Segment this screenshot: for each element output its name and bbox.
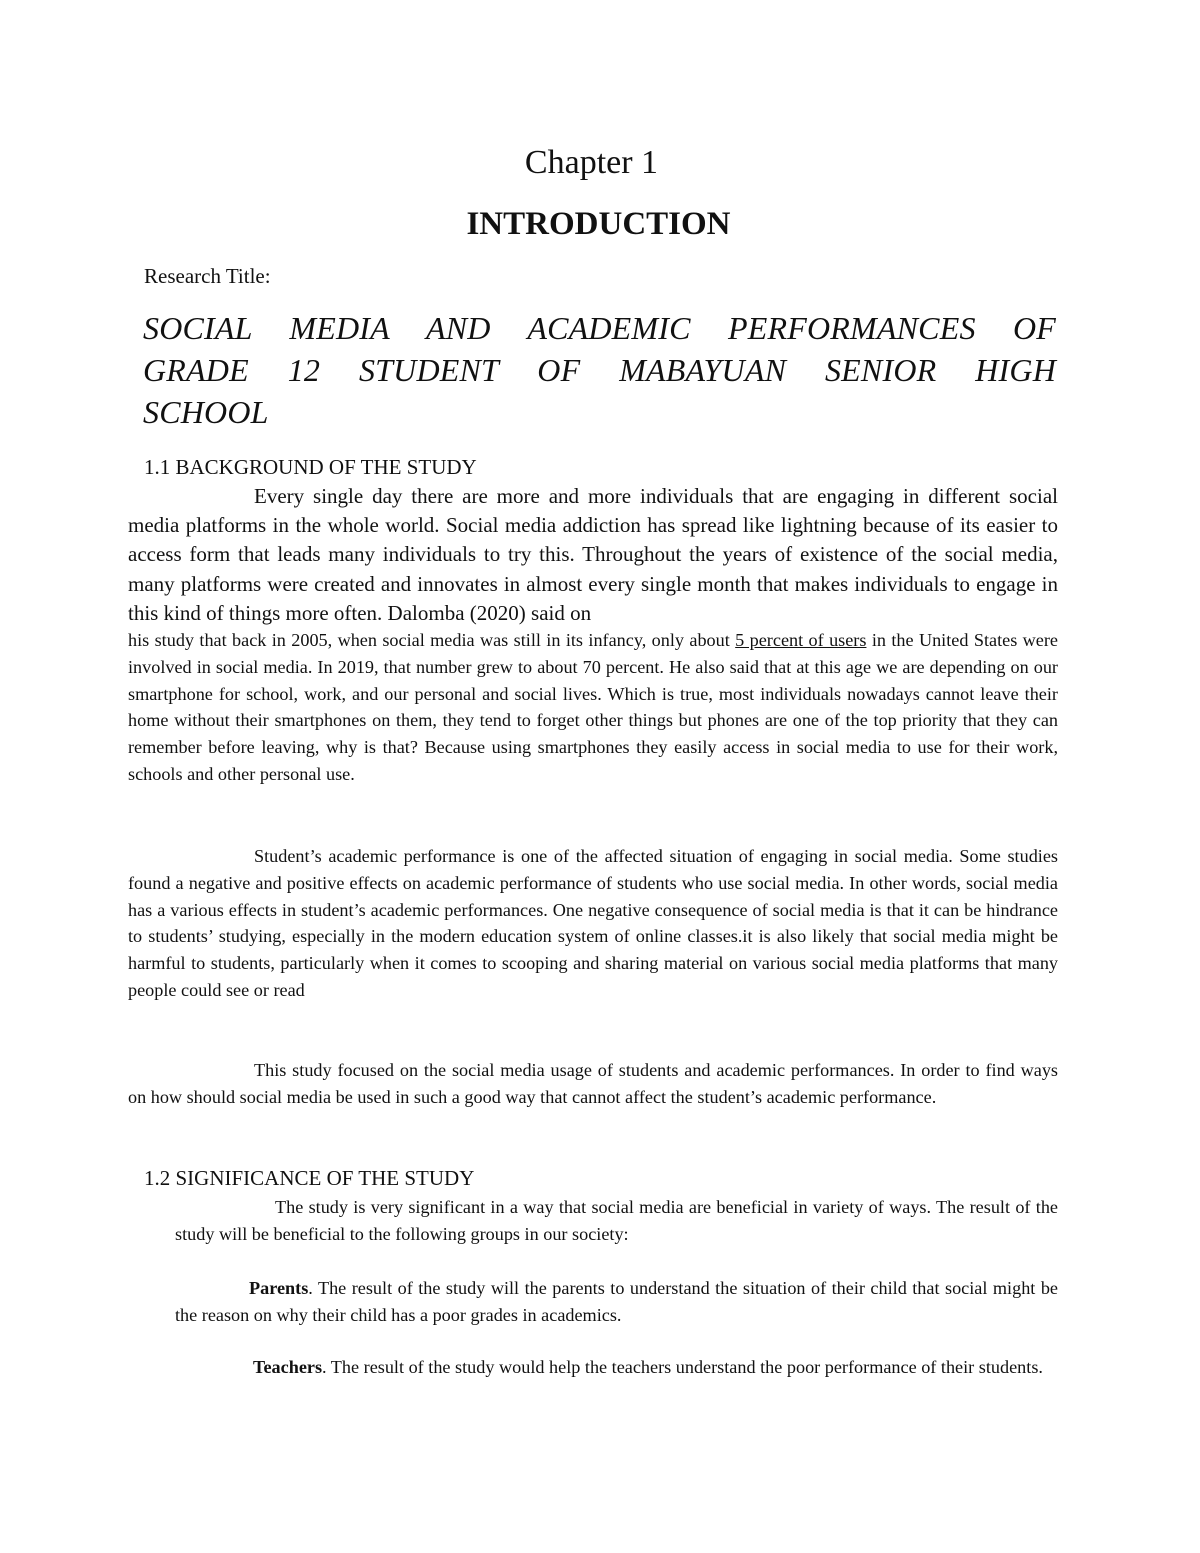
background-paragraph-3 (128, 1057, 1058, 1111)
parents-label: Parents (249, 1278, 309, 1298)
chapter-number: Chapter 1 (524, 144, 659, 181)
significance-intro (175, 1194, 1058, 1248)
background-p1-intro: Every single day there are more and more individuals that are engaging in different social media platforms in the whole world. Social media addiction has spread like lightning because of its easier to access form that leads many individuals to try this. Throughout the years of existence of the social media, many platforms were created and innovates in almost every single month that makes individuals to engage in this kind of things more often. Dalomba (2020) said on (128, 484, 1058, 625)
significance-teachers (175, 1354, 1058, 1381)
underlined-statistic: 5 percent of users (735, 630, 867, 650)
background-paragraph-2 (128, 843, 1058, 1004)
significance-intro-text: The study is very significant in a way that social media are beneficial in variety of ways. The result of the study will be beneficial to the following groups in our society: (175, 1197, 1058, 1244)
research-title-label: Research Title: (144, 264, 271, 288)
parents-text: . The result of the study will the parents to understand the situation of their child that social might be the reason on why their child has a poor grades in academics. (175, 1278, 1058, 1325)
background-p2-text: Student’s academic performance is one of the affected situation of engaging in social media. Some studies found a negative and positive effects on academic performance of students who use social media. In other words, social media has a various effects in student’s academic performances. One negative consequence of social media is that it can be hindrance to students’ studying, especially in the modern education system of online classes.it is also likely that social media might be harmful to students, particularly when it comes to scooping and sharing material on various social media platforms that many people could see or read (128, 846, 1058, 1000)
chapter-heading: INTRODUCTION (466, 206, 731, 242)
background-p1-after: in the United States were involved in social media. In 2019, that number grew to about 70 percent. He also said that at this age we are depending on our smartphone for school, work, and our personal and social lives. Which is true, most individuals nowadays cannot leave their home without their smartphones on them, they tend to forget other things but phones are one of the top priority that they can remember before leaving, why is that? Because using smartphones they easily access in social media to use for their work, schools and other personal use. (128, 630, 1058, 784)
research-title-line: GRADE 12 STUDENT OF MABAYUAN SENIOR HIGH (143, 352, 1056, 388)
teachers-text: . The result of the study would help the teachers understand the poor performance of their students. (322, 1357, 1043, 1377)
background-p3-text: This study focused on the social media usage of students and academic performances. In order to find ways on how should social media be used in such a good way that cannot affect the student’s academic performance. (128, 1060, 1058, 1107)
background-p1-before: his study that back in 2005, when social media was still in its infancy, only about (128, 630, 736, 650)
research-title-line: SCHOOL (143, 394, 269, 430)
research-title (143, 307, 1056, 433)
background-paragraph-1b (128, 627, 1058, 788)
teachers-label: Teachers (253, 1357, 323, 1377)
significance-parents (175, 1275, 1058, 1329)
research-title-line: SOCIAL MEDIA AND ACADEMIC PERFORMANCES OF (143, 310, 1056, 346)
significance-heading: 1.2 SIGNIFICANCE OF THE STUDY (144, 1166, 475, 1190)
background-heading: 1.1 BACKGROUND OF THE STUDY (144, 455, 477, 479)
background-paragraph-1a (128, 482, 1058, 628)
